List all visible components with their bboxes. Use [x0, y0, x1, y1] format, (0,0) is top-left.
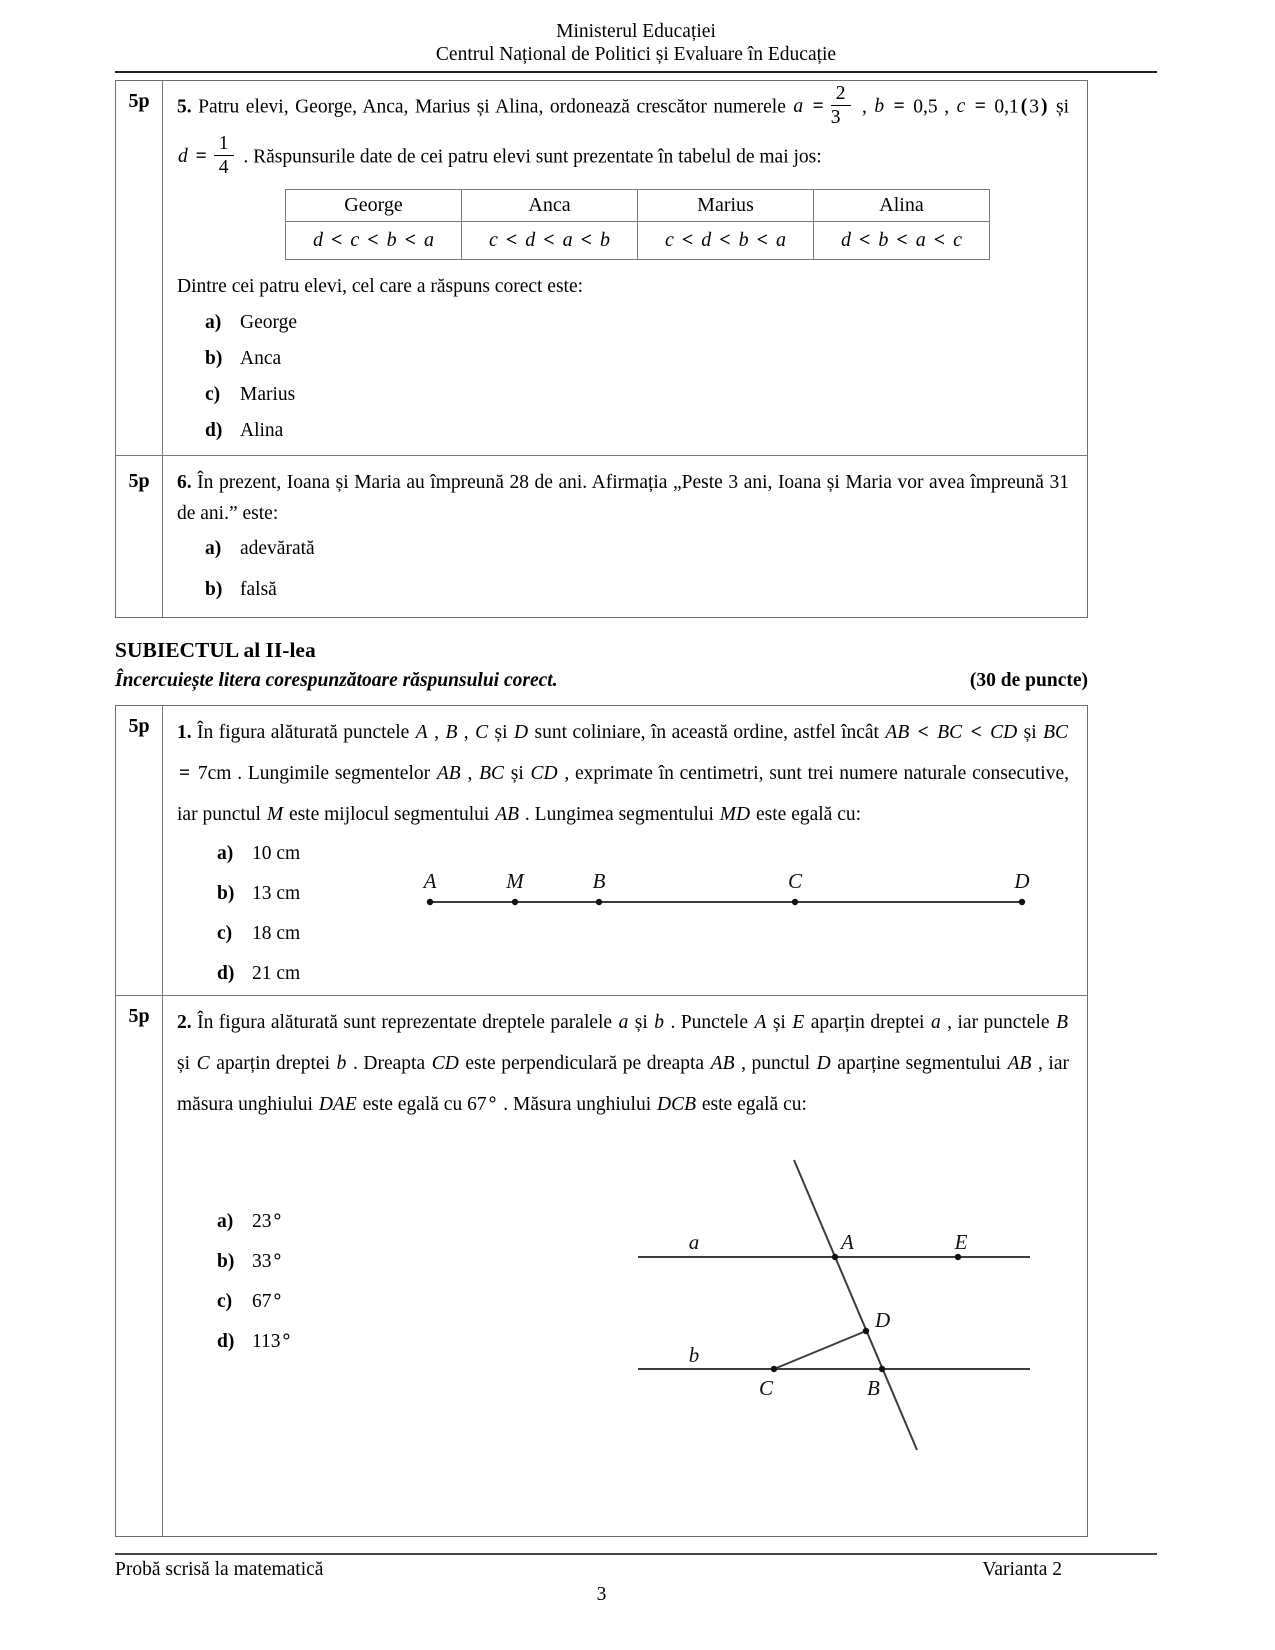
header-line2: Centrul Național de Politici și Evaluare în Educație	[435, 44, 837, 65]
point-D-dot	[1019, 899, 1025, 905]
option-letter: d)	[217, 963, 235, 984]
point-C-label: C	[759, 1376, 774, 1400]
point-D-label: D	[875, 1308, 891, 1332]
option-text: 10 cm	[252, 843, 301, 864]
table-answer-cell: c < d < b < a	[638, 222, 814, 260]
option-text: 33 °	[252, 1251, 282, 1272]
page-header	[115, 20, 1157, 66]
point-C-label: C	[787, 869, 803, 893]
option-c	[205, 384, 1069, 406]
questions-box-1	[115, 80, 1088, 618]
segment-CD-line	[774, 1331, 866, 1369]
point-E-dot	[955, 1254, 961, 1260]
point-B-dot	[879, 1366, 885, 1372]
question-2-statement: 2. În figura alăturată sunt reprezentate dreptele paralele a și b . Punctele A și E aparțin dreptei a , iar punctele B și C aparțin dreptei b . Dreapta CD este perpendiculară pe dreapta AB , punctul D aparține segmentului AB , iar măsura unghiului DAE este egală cu 67 ° . Măsura unghiului DCB este egală cu:	[177, 1012, 1069, 1115]
option-letter: b)	[217, 883, 235, 904]
section2-question-1-row	[116, 706, 1087, 995]
point-B-dot	[596, 899, 602, 905]
question-6-content	[163, 456, 1087, 617]
table-answer-cell: d < c < b < a	[286, 222, 462, 260]
table-answer-cell: c < d < a < b	[462, 222, 638, 260]
option-letter: c)	[217, 923, 233, 944]
point-A-label: A	[423, 869, 437, 893]
footer-variant-text: Varianta 2	[982, 1559, 1062, 1580]
table-header-cell: Alina	[814, 190, 990, 222]
question-6-row	[116, 455, 1087, 617]
question-6-statement: 6. În prezent, Ioana și Maria au împreună 28 de ani. Afirmația „Peste 3 ani, Ioana și Maria vor avea împreună 31 de ani.” este:	[177, 472, 1069, 524]
option-letter: a)	[217, 843, 234, 864]
option-b	[205, 348, 1069, 370]
section2-question-2-row	[116, 995, 1087, 1536]
option-b	[205, 579, 1069, 601]
question-6-options	[205, 538, 1069, 601]
option-text: George	[240, 312, 298, 333]
line-a-label: a	[688, 1230, 700, 1254]
question-2-points-label: 5p	[116, 996, 163, 1536]
collinear-points-figure	[418, 866, 1038, 922]
point-A-dot	[427, 899, 433, 905]
parallel-lines-figure	[613, 1149, 1043, 1464]
point-M-dot	[512, 899, 518, 905]
option-text: 113 °	[252, 1331, 291, 1352]
page-number: 3	[596, 1584, 607, 1605]
option-letter: c)	[217, 1291, 233, 1312]
point-A-dot	[832, 1254, 838, 1260]
option-text: 13 cm	[252, 883, 301, 904]
instruction-text: Încercuiește litera corespunzătoare răspunsului corect.	[115, 670, 558, 691]
footer-row	[115, 1555, 1157, 1582]
section-2-title: SUBIECTUL al II-lea	[115, 638, 316, 662]
question-5-content	[163, 81, 1087, 455]
option-letter: b)	[205, 579, 223, 600]
transversal-AB-line	[794, 1160, 917, 1450]
question-6-points-label: 5p	[116, 456, 163, 617]
question-1-content	[163, 706, 1087, 995]
option-letter: d)	[205, 420, 223, 441]
question-5-points-label: 5p	[116, 81, 163, 455]
footer-left-text: Probă scrisă la matematică	[115, 1559, 324, 1580]
header-rule	[115, 71, 1157, 73]
instruction-points: (30 de puncte)	[969, 670, 1088, 691]
question-2-content	[163, 996, 1087, 1536]
table-header-cell: George	[286, 190, 462, 222]
option-a	[217, 843, 1069, 865]
option-a	[205, 538, 1069, 560]
line-b-label: b	[688, 1343, 700, 1367]
point-C-dot	[771, 1366, 777, 1372]
option-c	[217, 923, 1069, 945]
header-line1: Ministerul Educației	[556, 21, 716, 42]
question-1-points-label: 5p	[116, 706, 163, 995]
option-text: 18 cm	[252, 923, 301, 944]
point-M-label: M	[506, 869, 524, 893]
option-d	[217, 963, 1069, 985]
option-letter: d)	[217, 1331, 235, 1352]
table-header-cell: Marius	[638, 190, 814, 222]
point-E-label: E	[954, 1230, 968, 1254]
option-letter: a)	[205, 312, 222, 333]
table-answer-cell: d < b < a < c	[814, 222, 990, 260]
option-text: 23 °	[252, 1211, 282, 1232]
question-5-row	[116, 81, 1087, 455]
point-A-label: A	[841, 1230, 854, 1254]
point-C-dot	[792, 899, 798, 905]
option-letter: b)	[205, 348, 223, 369]
questions-box-2	[115, 705, 1088, 1537]
option-letter: c)	[205, 384, 221, 405]
option-text: Marius	[240, 384, 296, 405]
question-5-statement-line1: 5. Patru elevi, George, Anca, Marius și Alina, ordonează crescător numerele a = $\frac{2}{3}$ , b = 0,5 , c = 0,1 ( 3 ) și	[177, 83, 1070, 128]
option-text: 21 cm	[252, 963, 301, 984]
option-d	[205, 420, 1069, 442]
point-B-label: B	[592, 869, 606, 893]
table-answer-row	[286, 222, 990, 260]
option-text: Anca	[240, 348, 282, 369]
question-5-prompt: Dintre cei patru elevi, cel care a răspuns corect este:	[177, 276, 584, 297]
table-header-cell: Anca	[462, 190, 638, 222]
point-B-label: B	[867, 1376, 880, 1400]
option-letter: a)	[217, 1211, 234, 1232]
table-header-row	[286, 190, 990, 222]
section-2-instruction-row	[115, 670, 1088, 692]
point-D-dot	[863, 1328, 869, 1334]
question-5-answers-table	[285, 189, 990, 260]
option-text: 67 °	[252, 1291, 282, 1312]
question-1-statement: 1. În figura alăturată punctele A , B , C și D sunt coliniare, în această ordine, astfel încât AB < BC < CD și BC = 7cm . Lungimile segmentelor AB , BC și CD , exprimate în centimetri, sunt trei numere naturale consecutive, iar punctul M este mijlocul segmentului AB . Lungimea segmentului MD este egală cu:	[177, 722, 1069, 825]
option-text: Alina	[240, 420, 284, 441]
point-D-label: D	[1014, 869, 1030, 893]
option-text: falsă	[240, 579, 277, 600]
question-5-options	[205, 312, 1069, 442]
option-a	[205, 312, 1069, 334]
option-letter: a)	[205, 538, 222, 559]
question-5-statement-line2: d = $\frac{1}{4}$ . Răspunsurile date de cei patru elevi sunt prezentate în tabelul de mai jos:	[178, 133, 822, 178]
option-text: adevărată	[240, 538, 315, 559]
option-letter: b)	[217, 1251, 235, 1272]
